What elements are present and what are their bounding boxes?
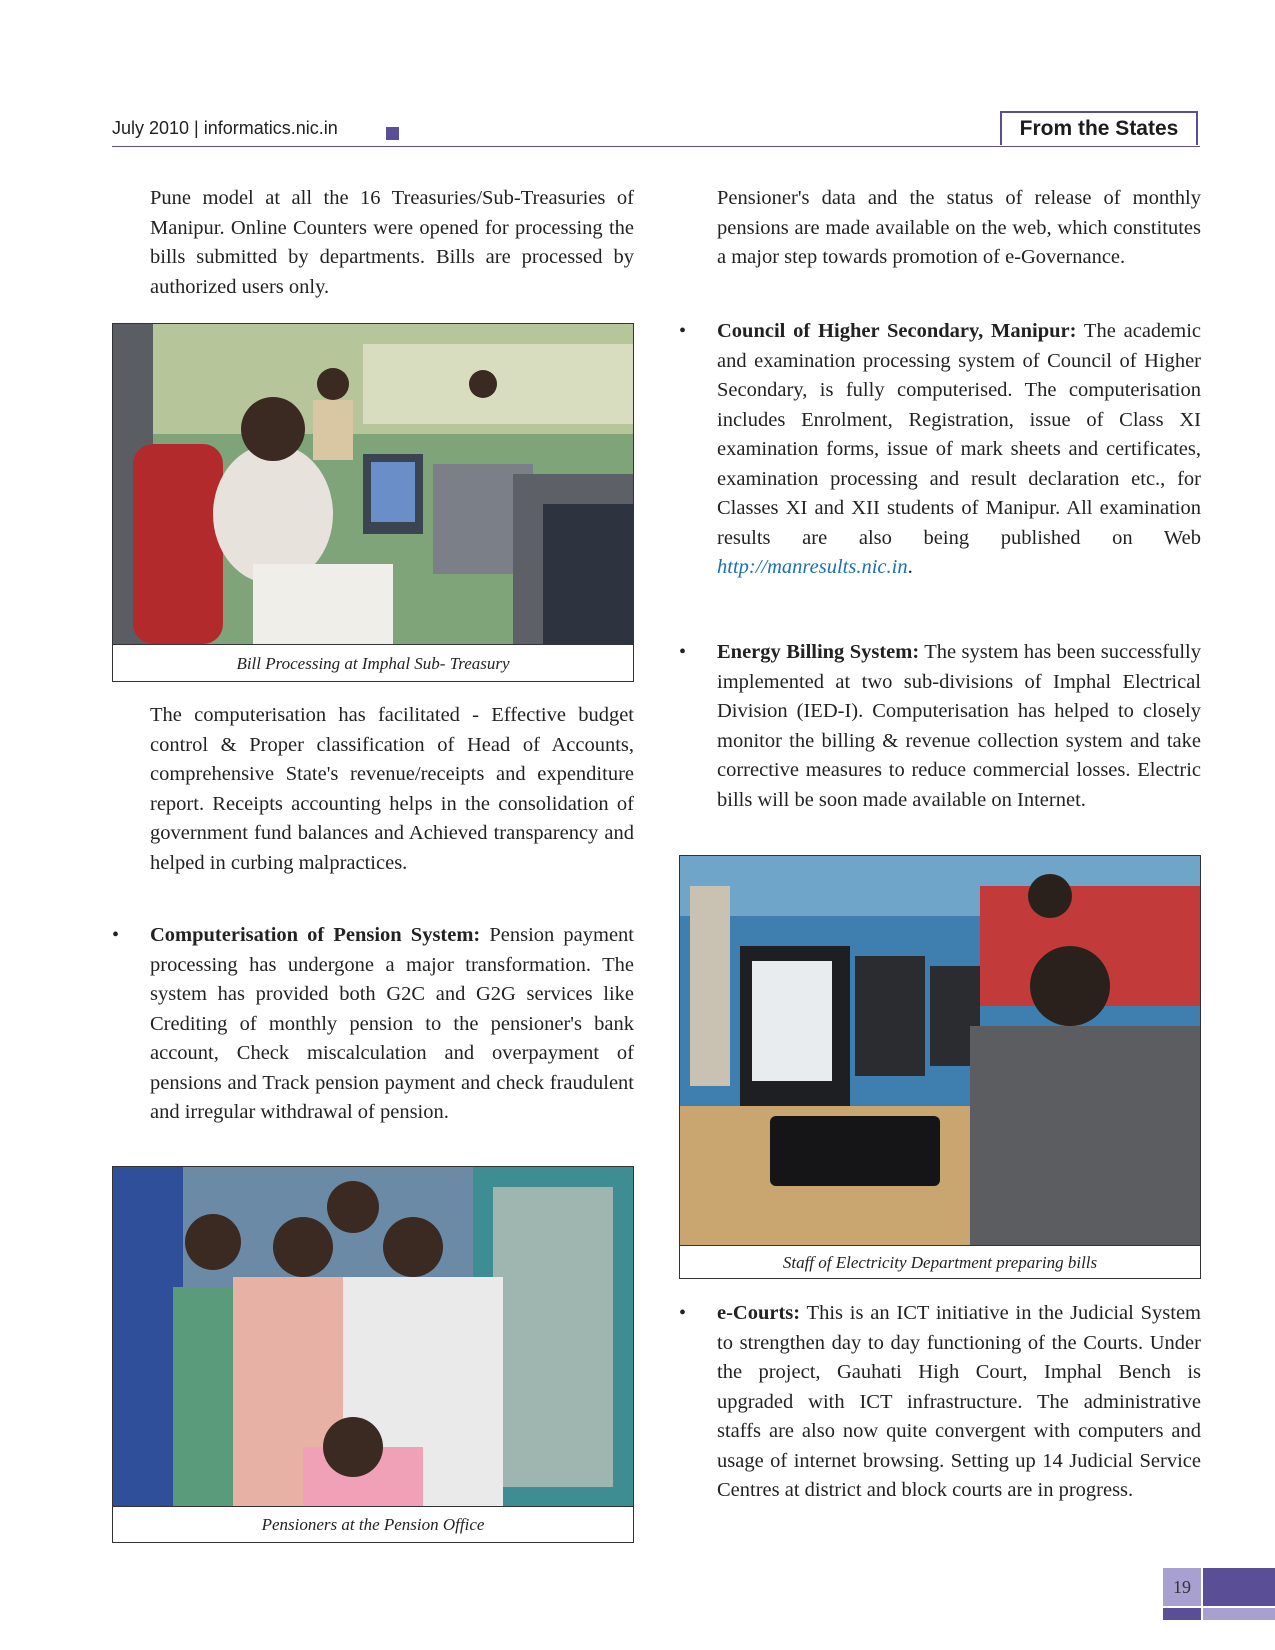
bullet-council-higher-secondary: Council of Higher Secondary, Manipur: The academic and examination processing system of Council of Higher Secondary, is fully computerised. The computerisation includes Enrolment, Registration, issue of Class XI examination forms, issue of mark sheets and certificates, examination processing and result declaration etc., for Classes XI and XII students of Manipur. All examination results are also being published on Web http://manresults.nic.in.: [717, 320, 1202, 578]
page-number: 19: [1163, 1568, 1201, 1606]
page-tab-block: [1203, 1568, 1275, 1606]
bullet-body: The system has been successfully implemented at two sub-divisions of Imphal Electrical Division (IED-I). Computerisation has helped to closely monitor the billing & revenue collection system and take corrective measures to reduce commercial losses. Electric bills will be soon made available on Internet.: [717, 641, 1202, 811]
caption-pensioners: Pensioners at the Pension Office: [112, 1507, 634, 1543]
bullet-title: Council of Higher Secondary, Manipur:: [717, 320, 1077, 342]
header-square-marker: [386, 127, 399, 140]
photo-pensioners: [112, 1166, 634, 1507]
bullet-pension-system: [150, 921, 634, 1128]
bullet-energy-billing: [717, 638, 1201, 815]
manresults-link[interactable]: http://manresults.nic.in: [717, 556, 908, 578]
bullet-title: Energy Billing System:: [717, 641, 920, 663]
photo-bill-processing: [112, 323, 634, 645]
bullet-marker: •: [679, 1302, 687, 1324]
caption-bill-processing: Bill Processing at Imphal Sub- Treasury: [112, 645, 634, 682]
bullet-body: This is an ICT initiative in the Judicial System to strengthen day to day functioning of the Courts. Under the project, Gauhati High Court, Imphal Bench is upgraded with ICT infrastructure. The administrative staffs are also now quite convergent with computers and usage of internet browsing. Setting up 14 Judicial Service Centres at district and block courts are in progress.: [717, 1302, 1201, 1501]
photo-electricity-staff: [679, 855, 1201, 1246]
bullet-marker: •: [112, 924, 120, 946]
bullet-marker: •: [679, 320, 687, 342]
page-tab-block: [1203, 1608, 1275, 1620]
bullet-title: Computerisation of Pension System:: [150, 924, 481, 946]
bullet-marker: •: [679, 641, 687, 663]
bullet-body: Pension payment processing has undergone a major transformation. The system has provided both G2C and G2G services like Crediting of monthly pension to the pensioner's bank account, Check miscalculation and overpayment of pensions and Track pension payment and check fraudulent and irregular withdrawal of pension.: [150, 924, 634, 1123]
left-paragraph-1: Pune model at all the 16 Treasuries/Sub-Treasuries of Manipur. Online Counters were opened for processing the bills submitted by departments. Bills are processed by authorized users only.: [150, 187, 634, 298]
header-rule: [112, 146, 1200, 147]
left-paragraph-2: The computerisation has facilitated - Effective budget control & Proper classification of Head of Accounts, comprehensive State's revenue/receipts and expenditure report. Receipts accounting helps in the consolidation of government fund balances and Achieved transparency and helped in curbing malpractices.: [150, 704, 634, 874]
bullet-body: The academic and examination processing system of Council of Higher Secondary, is fully computerised. The computerisation includes Enrolment, Registration, issue of Class XI examination forms, issue of mark sheets and certificates, examination processing and result declaration etc., for Classes XI and XII students of Manipur. All examination results are also being published on Web: [717, 320, 1202, 549]
page-tab-block: [1163, 1608, 1201, 1620]
bullet-e-courts: [717, 1299, 1201, 1506]
bullet-title: e-Courts:: [717, 1302, 801, 1324]
caption-electricity-staff: Staff of Electricity Department preparing bills: [679, 1246, 1201, 1279]
section-title: From the States: [1000, 111, 1198, 145]
right-paragraph-1: Pensioner's data and the status of release of monthly pensions are made available on the web, which constitutes a major step towards promotion of e-Governance.: [717, 187, 1201, 268]
issue-line: July 2010 | informatics.nic.in: [112, 118, 338, 138]
